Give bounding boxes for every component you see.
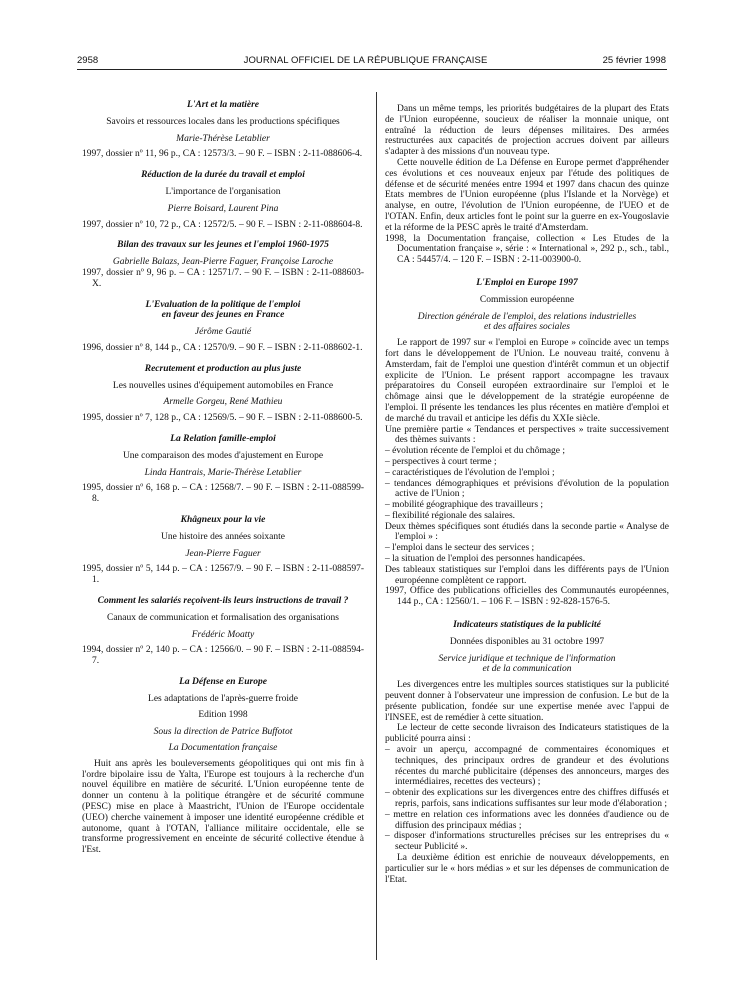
list-item: – mobilité géographique des travailleurs ;: [385, 500, 669, 511]
list-item: – tendances démographiques et prévisions d'évolution de la population active de l'Union ;: [385, 479, 669, 501]
entry-description: Huit ans après les bouleversements géopolitiques qui ont mis fin à l'ordre bipolaire issu de Yalta, l'Europe est toujours à la recherche d'un nouvel équilibre en matière de sécurité. L'Union européenne tente de donner un contenu à la politique étrangère et de sécurité commune (PESC) mise en place à Maastricht, l'Union de l'Europe occidentale (UEO) cherche vainement à imposer une identité européenne crédible et autonome, quant à l'OTAN, l'alliance militaire occidentale, elle se transforme progressivement en enceinte de sécurité collective étendue à l'Est.: [82, 758, 364, 856]
entry-service-line2: et de la communication: [482, 664, 572, 675]
emploi-paragraph-3: Deux thèmes spécifiques sont étudiés dans la seconde partie « Analyse de l'emploi » :: [385, 521, 669, 543]
emploi-paragraph-2: Une première partie « Tendances et perspectives » traite successivement des thèmes suivants :: [385, 424, 669, 446]
page-number: 2958: [77, 55, 99, 66]
entry-subtitle: Commission européenne: [479, 294, 575, 305]
entry-reference: 1995, dossier nº 7, 128 p., CA : 12569/5. – 90 F. – ISBN : 2-11-088600-5.: [82, 413, 363, 424]
entry-subtitle: Une histoire des années soixante: [161, 531, 285, 542]
entry-title: Indicateurs statistiques de la publicité: [453, 620, 601, 631]
entry-subtitle: Les nouvelles usines d'équipement automobiles en France: [112, 380, 334, 391]
list-item: – flexibilité régionale des salaires.: [385, 511, 669, 522]
entry-reference: 1995, dossier nº 6, 168 p. – CA : 12568/7. – 90 F. – ISBN : 2-11-088599-8.: [82, 483, 364, 505]
entry-direction-line1: Direction générale de l'emploi, des relations industrielles: [417, 311, 637, 322]
list-item: – avoir un aperçu, accompagné de commentaires économiques et techniques, des principaux ordres de grandeur et des évolutions récentes du marché publicitaire (dépenses des annonceurs, marges des intermédiaires, recettes des vecteurs) ;: [385, 745, 669, 788]
entry-publisher: La Documentation française: [168, 743, 278, 754]
entry-title: La Défense en Europe: [179, 676, 267, 687]
list-item: – la situation de l'emploi des personnes handicapées.: [385, 554, 669, 565]
entry-reference: 1997, dossier nº 10, 72 p., CA : 12572/5. – 90 F. – ISBN : 2-11-088604-8.: [82, 219, 363, 230]
entry-reference: 1995, dossier nº 5, 144 p. – CA : 12567/9. – 90 F. – ISBN : 2-11-088597-1.: [82, 564, 364, 586]
entry-reference: 1997, dossier nº 11, 96 p., CA : 12573/3. – 90 F. – ISBN : 2-11-088606-4.: [82, 149, 363, 160]
entry-author: Gabrielle Balazs, Jean-Pierre Faguer, Françoise Laroche: [112, 257, 334, 268]
list-item: – mettre en relation ces informations avec les données d'audience ou de diffusion des principaux médias ;: [385, 810, 669, 832]
defense-paragraph-1: Dans un même temps, les priorités budgétaires de la plupart des Etats de l'Union européenne, soucieux de réaliser la monnaie unique, ont entraîné la réduction de leurs dépenses militaires. Des armées restructurées aux capacités de projection accrues doivent par ailleurs s'adapter à des missions d'un nouveau type.: [385, 104, 669, 158]
publicite-paragraph-1: Les divergences entre les multiples sources statistiques sur la publicité peuvent donner à l'observateur une impression de confusion. Le but de la présente publication, fondée sur une expertise menée avec l'appui de l'INSEE, est de remédier à cette situation.: [385, 680, 669, 723]
entry-title: La Relation famille-emploi: [170, 433, 276, 444]
entry-relation-famille-emploi: [82, 434, 364, 505]
entry-recrutement-production: [82, 364, 364, 424]
entry-title: Comment les salariés reçoivent-ils leurs instructions de travail ?: [97, 595, 349, 606]
left-column: [82, 100, 364, 856]
entry-reference: 1994, dossier nº 2, 140 p. – CA : 12566/0. – 90 F. – ISBN : 2-11-088594-7.: [82, 645, 364, 667]
entry-direction-line2: et des affaires sociales: [484, 322, 570, 333]
entry-title: Khâgneux pour la vie: [180, 514, 266, 525]
list-item: – caractéristiques de l'évolution de l'emploi ;: [385, 468, 669, 479]
issue-date: 25 février 1998: [602, 55, 666, 66]
entry-bilan-jeunes-emploi: [82, 240, 364, 289]
entry-emploi-europe: [385, 278, 669, 608]
entry-subtitle: Données disponibles au 31 octobre 1997: [449, 636, 605, 647]
entry-title-line1: L'Evaluation de la politique de l'emploi: [145, 299, 301, 310]
entry-subtitle: L'importance de l'organisation: [165, 186, 281, 197]
emploi-paragraph-4: Des tableaux statistiques sur l'emploi dans les différents pays de l'Union européenne complètent ce rapport.: [385, 564, 669, 586]
entry-subtitle: Savoirs et ressources locales dans les productions spécifiques: [106, 116, 340, 127]
entry-title: Recrutement et production au plus juste: [144, 363, 302, 374]
entry-title: Réduction de la durée du travail et emploi: [141, 170, 305, 181]
entry-defense-europe: [82, 677, 364, 856]
entry-subtitle: Canaux de communication et formalisation des organisations: [107, 612, 339, 623]
list-item: – obtenir des explications sur les divergences entre des chiffres diffusés et repris, parfois, sans indications suffisantes sur leur mode d'élaboration ;: [385, 788, 669, 810]
entry-instructions-travail: [82, 596, 364, 667]
journal-title: JOURNAL OFFICIEL DE LA RÉPUBLIQUE FRANÇAISE: [243, 55, 488, 66]
entry-art-matiere: [82, 100, 364, 160]
entry-indicateurs-publicite: [385, 620, 669, 885]
entry-author: Armelle Gorgeu, René Mathieu: [163, 397, 283, 408]
entry-author: Linda Hantrais, Marie-Thérèse Letablier: [144, 467, 302, 478]
entry-reference: 1997, dossier nº 9, 96 p. – CA : 12571/7. – 90 F. – ISBN : 2-11-088603-X.: [82, 267, 364, 289]
list-item: – évolution récente de l'emploi et du chômage ;: [385, 446, 669, 457]
publicite-list: [385, 745, 669, 853]
entry-reference: 1996, dossier nº 8, 144 p., CA : 12570/9. – 90 F. – ISBN : 2-11-088602-1.: [82, 342, 363, 353]
entry-author: Pierre Boisard, Laurent Pina: [167, 203, 279, 214]
emploi-themes-list: [385, 446, 669, 522]
entry-reference: 1997, Office des publications officielles des Communautés européennes, 144 p., CA : 12560/1. – 106 F. – ISBN : 92-828-1576-5.: [385, 586, 669, 608]
entry-reduction-duree-travail: [82, 170, 364, 230]
entry-service-line1: Service juridique et technique de l'information: [438, 653, 616, 664]
list-item: – perspectives à court terme ;: [385, 457, 669, 468]
publicite-paragraph-3: La deuxième édition est enrichie de nouveaux développements, en particulier sur le « hors médias » et sur les dépenses de communication de l'Etat.: [385, 853, 669, 885]
entry-khagneux: [82, 515, 364, 586]
emploi-paragraph-1: Le rapport de 1997 sur « l'emploi en Europe » coïncide avec un temps fort dans le développement de l'Union. Le nouveau traité, convenu à Amsterdam, fait de l'emploi une question d'intérêt commun et un objectif explicite de l'Union. Le présent rapport accompagne les travaux préparatoires du Conseil européen extraordinaire sur l'emploi et le chômage ainsi que le développement de la stratégie européenne de l'emploi. Il présente les tendances les plus récentes en matière d'emploi et de marché du travail et anticipe les défis du XXIe siècle.: [385, 338, 669, 424]
defense-reference: 1998, la Documentation française, collection « Les Etudes de la Documentation française », série : « International », 292 p., sch., tabl., CA : 54457/4. – 120 F. – ISBN : 2-11-003900-0.: [385, 233, 669, 266]
entry-author: Jean-Pierre Faguer: [185, 548, 261, 559]
publicite-paragraph-2: Le lecteur de cette seconde livraison des Indicateurs statistiques de la publicité pourra ainsi :: [385, 723, 669, 745]
emploi-analysis-list: [385, 543, 669, 565]
entry-edition: Edition 1998: [198, 710, 248, 721]
list-item: – l'emploi dans le secteur des services ;: [385, 543, 669, 554]
entry-title: L'Art et la matière: [186, 100, 260, 110]
entry-author: Frédéric Moatty: [191, 629, 255, 640]
entry-evaluation-politique-emploi: [82, 300, 364, 354]
header-rule: [77, 69, 667, 70]
entry-title-line2: en faveur des jeunes en France: [161, 310, 285, 321]
right-column: [385, 104, 669, 885]
entry-title: L'Emploi en Europe 1997: [476, 277, 578, 288]
entry-direction: Sous la direction de Patrice Buffotot: [153, 727, 293, 738]
entry-subtitle: Les adaptations de l'après-guerre froide: [148, 693, 298, 704]
entry-author: Jérôme Gautié: [194, 327, 252, 338]
entry-subtitle: Une comparaison des modes d'ajustement en Europe: [122, 450, 324, 461]
entry-title: Bilan des travaux sur les jeunes et l'emploi 1960-1975: [117, 240, 329, 251]
defense-paragraph-2: Cette nouvelle édition de La Défense en Europe permet d'appréhender ces évolutions et ces nouveaux enjeux par l'étude des politiques de défense et de sécurité menées entre 1994 et 1997 dans chacun des quinze Etats membres de l'Union européenne (plus l'Islande et la Norvège) et analyse, en outre, l'évolution de l'Union européenne, de l'UEO et de l'OTAN. Enfin, deux articles font le point sur la guerre en ex-Yougoslavie et la réforme de la PESC après le traité d'Amsterdam.: [385, 157, 669, 233]
column-divider: [376, 92, 377, 960]
entry-author: Marie-Thérèse Letablier: [176, 133, 270, 144]
list-item: – disposer d'informations structurelles précises sur les entreprises du « secteur Publicité ».: [385, 831, 669, 853]
